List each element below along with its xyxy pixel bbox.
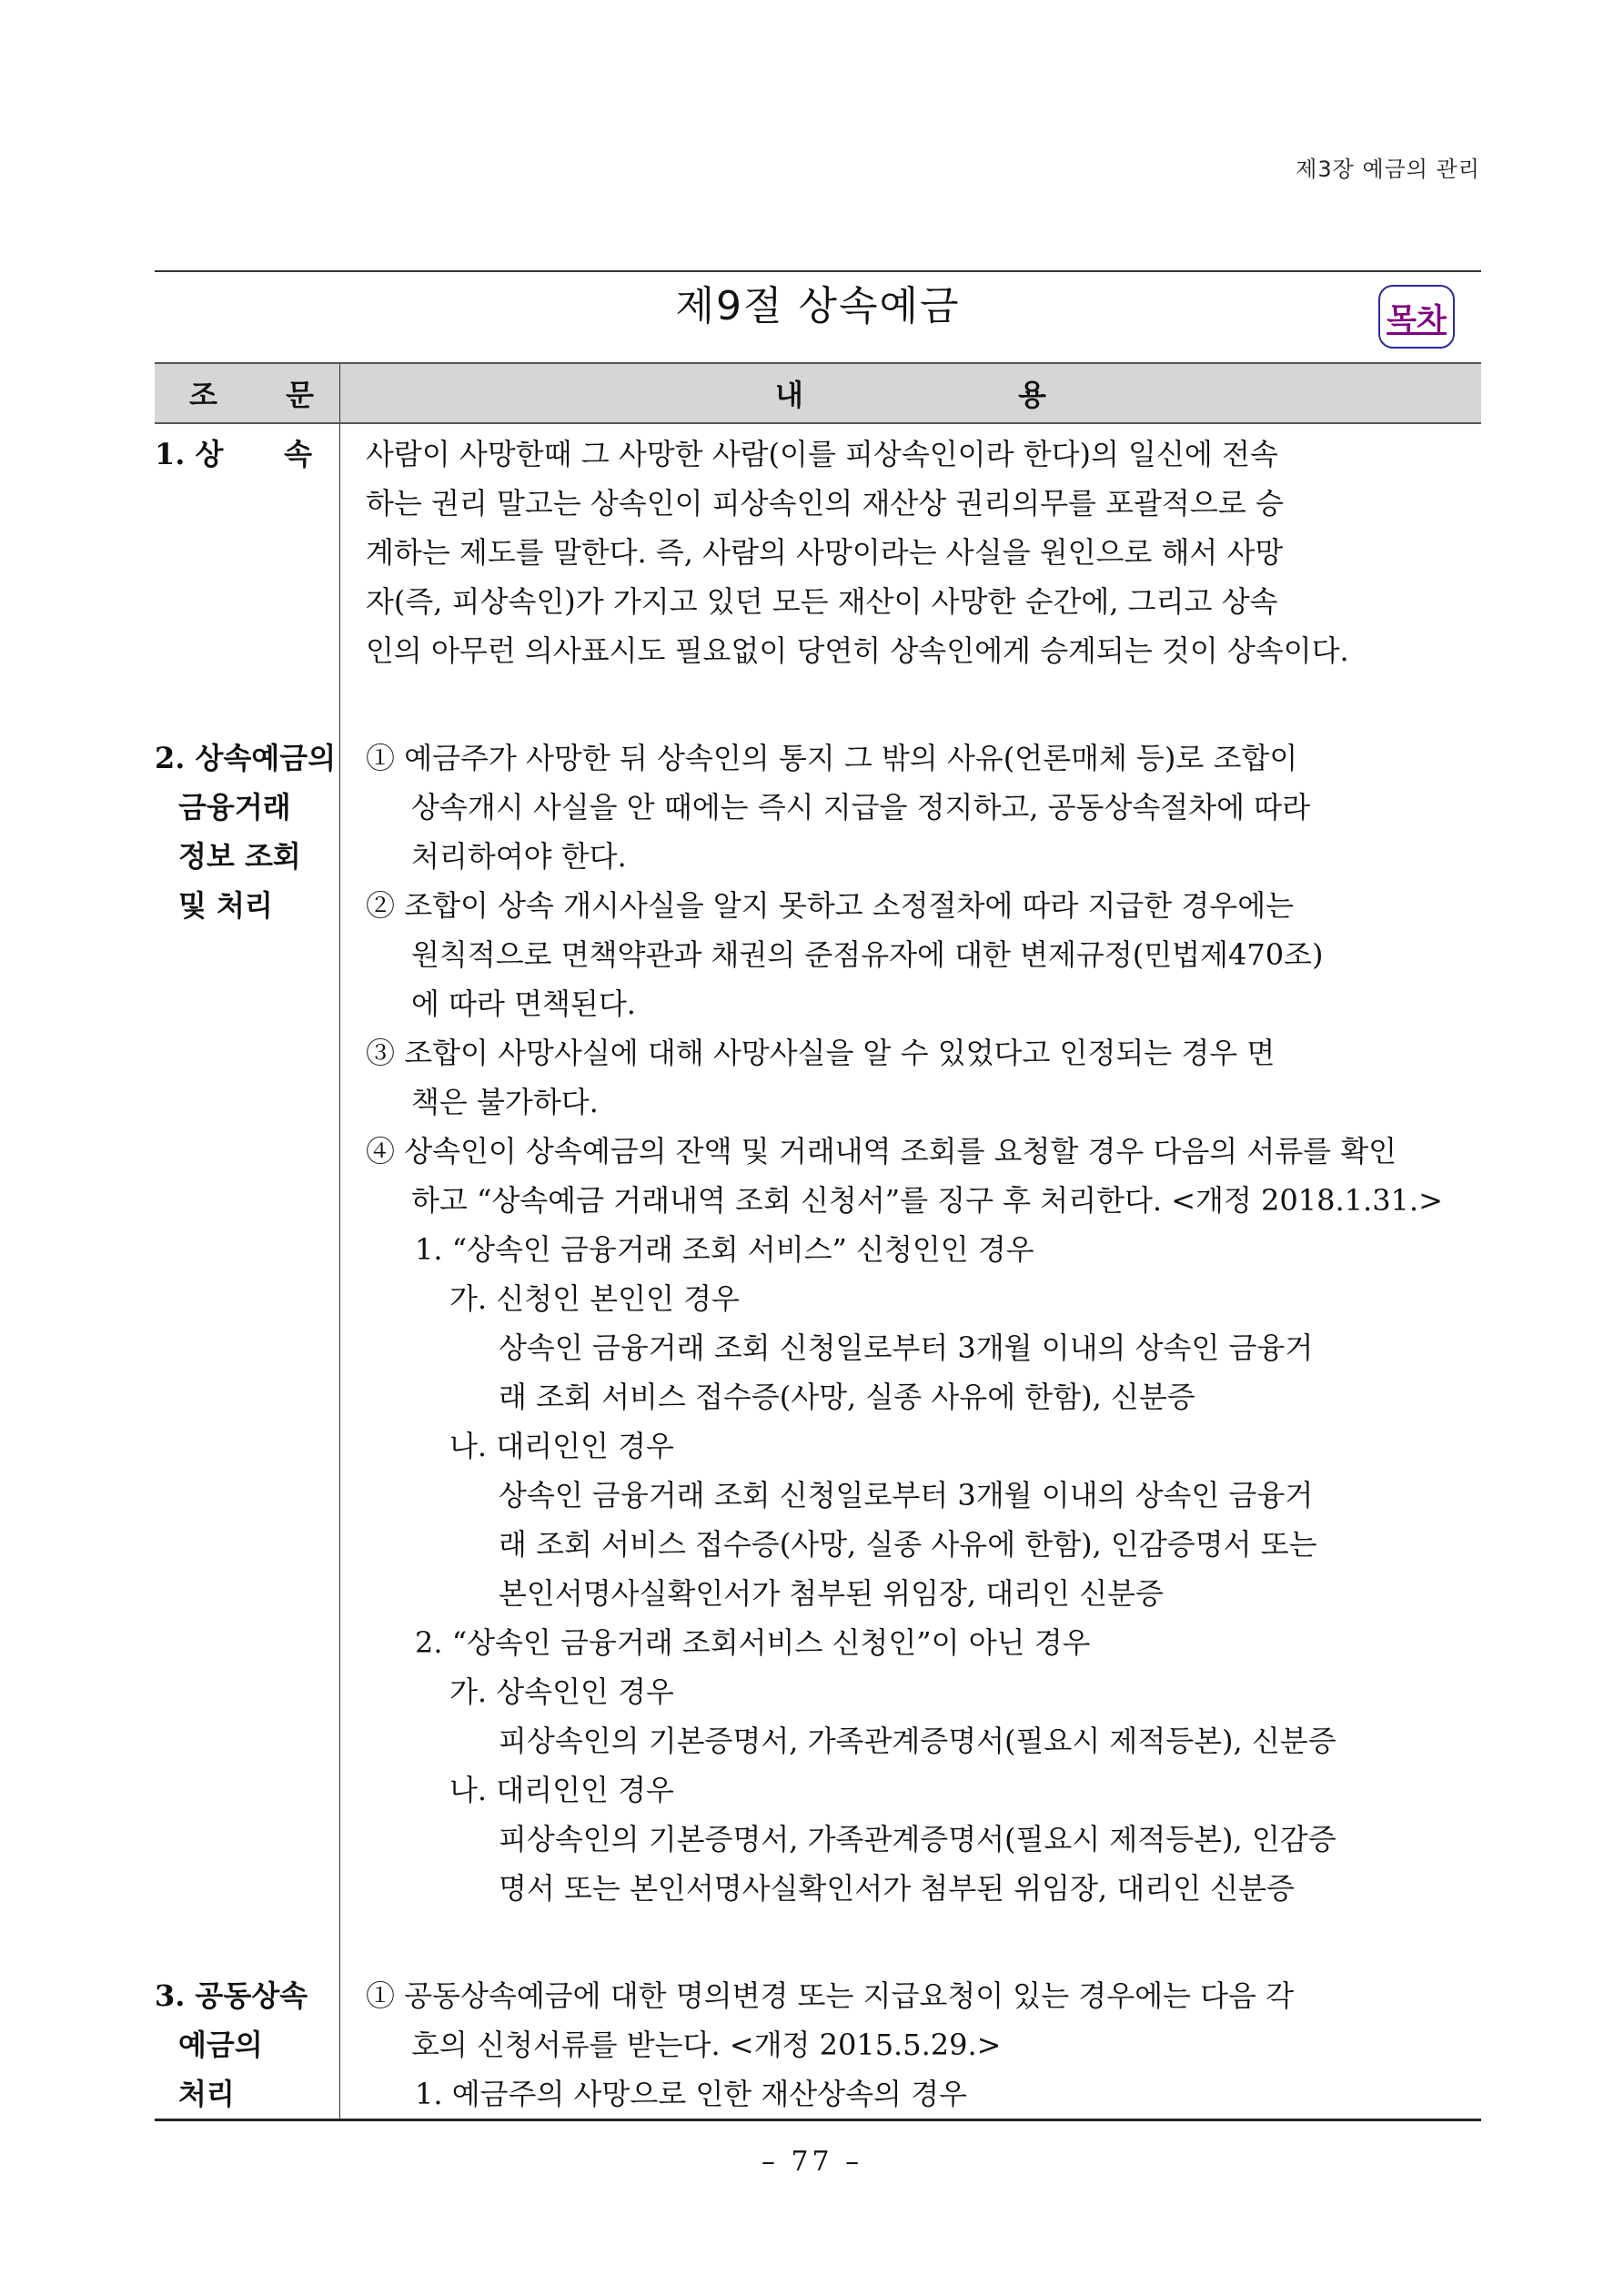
top-rule	[155, 270, 1481, 272]
row-content: 사람이 사망한때 그 사망한 사람(이를 피상속인이라 한다)의 일신에 전속 하는 권리 말고는 상속인이 피상속인의 재산상 권리의무를 포괄적으로 승 계하는 제도를 말한다. 즉, 사람의 사망이라는 사실을 원인으로 해서 사망 자(즉, 피상속인)가 가지고 있던 모든 재산이 사망한 순간에, 그리고 상속 인의 아무런 의사표시도 필요없이 당연히 상속인에게 승계되는 것이 상속이다.	[366, 437, 1349, 668]
table-row-inheritance	[155, 424, 1481, 728]
sub-item-2: 2. “상속인 금융거래 조회서비스 신청인”이 아닌 경우	[415, 1625, 1091, 1660]
row-label: 1. 상 속	[155, 424, 340, 728]
article-table	[155, 362, 1481, 2121]
sub-item-1: 1. “상속인 금융거래 조회 서비스” 신청인인 경우	[415, 1232, 1034, 1267]
clause-3: ③ 조합이 사망사실에 대해 사망사실을 알 수 있었다고 인정되는 경우 면	[366, 1036, 1276, 1070]
table-row-inheritance-deposit-inquiry	[155, 728, 1481, 1966]
section-title: 제9절 상속예금	[675, 283, 961, 329]
header-article: 조 문	[155, 364, 340, 422]
clause-1: ① 공동상속예금에 대한 명의변경 또는 지급요청이 있는 경우에는 다음 각	[366, 1978, 1295, 2013]
table-row-joint-inheritance	[155, 1966, 1481, 2119]
running-header: 제3장 예금의 관리	[1296, 157, 1480, 182]
row-content: ① 예금주가 사망한 뒤 상속인의 통지 그 밖의 사유(언론매체 등)로 조합이 상속개시 사실을 안 때에는 즉시 지급을 정지하고, 공동상속절차에 따라 처리하여야 한다. ② 조합이 상속 개시사실을 알지 못하고 소정절차에 따라 지급한 경우에는 원칙적으로 면책약관과 채권의 준점유자에 대한 변제규정(민법제470조) 에 따라 면책된다. ③ 조합이 사망사실에 대해 사망사실을 알 수 있었다고 인정되는 경우 면 책은 불가하다. ④ 상속인이 상속예금의 잔액 및 거래내역 조회를 요청할 경우 다음의 서류를 확인 하고 “상속예금 거래내역 조회 신청서”를 징구 후 처리한다. <개정 2018.1.31.> 1. “상속인 금융거래 조회 서비스” 신청인인 경우 가. 신청인 본인인 경우 상속인 금융거래 조회 신청일로부터 3개월 이내의 상속인 금융거 래 조회 서비스 접수증(사망, 실종 사유에 한함), 신분증 나. 대리인인 경우 상속인 금융거래 조회 신청일로부터 3개월 이내의 상속인 금융거 래 조회 서비스 접수증(사망, 실종 사유에 한함), 인감증명서 또는 본인서명사실확인서가 첨부된 위임장, 대리인 신분증 2. “상속인 금융거래 조회서비스 신청인”이 아닌 경우 가. 상속인인 경우 피상속인의 기본증명서, 가족관계증명서(필요시 제적등본), 신분증 나. 대리인인 경우 피상속인의 기본증명서, 가족관계증명서(필요시 제적등본), 인감증 명서 또는 본인서명사실확인서가 첨부된 위임장, 대리인 신분증	[340, 728, 1481, 1966]
row-label: 2. 상속예금의 금융거래 정보 조회 및 처리	[155, 728, 340, 1966]
clause-1: ① 예금주가 사망한 뒤 상속인의 통지 그 밖의 사유(언론매체 등)로 조합이	[366, 741, 1298, 775]
page-number: – 77 –	[761, 2146, 863, 2178]
header-content: 내 용	[775, 378, 1046, 412]
sub-item-1: 1. 예금주의 사망으로 인한 재산상속의 경우	[415, 2077, 967, 2111]
clause-2: ② 조합이 상속 개시사실을 알지 못하고 소정절차에 따라 지급한 경우에는	[366, 888, 1295, 923]
clause-4: ④ 상속인이 상속예금의 잔액 및 거래내역 조회를 요청할 경우 다음의 서류를 확인	[366, 1134, 1397, 1168]
table-header	[155, 362, 1481, 424]
toc-button[interactable]: 목차	[1378, 285, 1455, 349]
row-label: 3. 공동상속 예금의 처리	[155, 1966, 340, 2119]
row-content: ① 공동상속예금에 대한 명의변경 또는 지급요청이 있는 경우에는 다음 각 호의 신청서류를 받는다. <개정 2015.5.29.> 1. 예금주의 사망으로 인한 재산상속의 경우	[340, 1966, 1481, 2119]
